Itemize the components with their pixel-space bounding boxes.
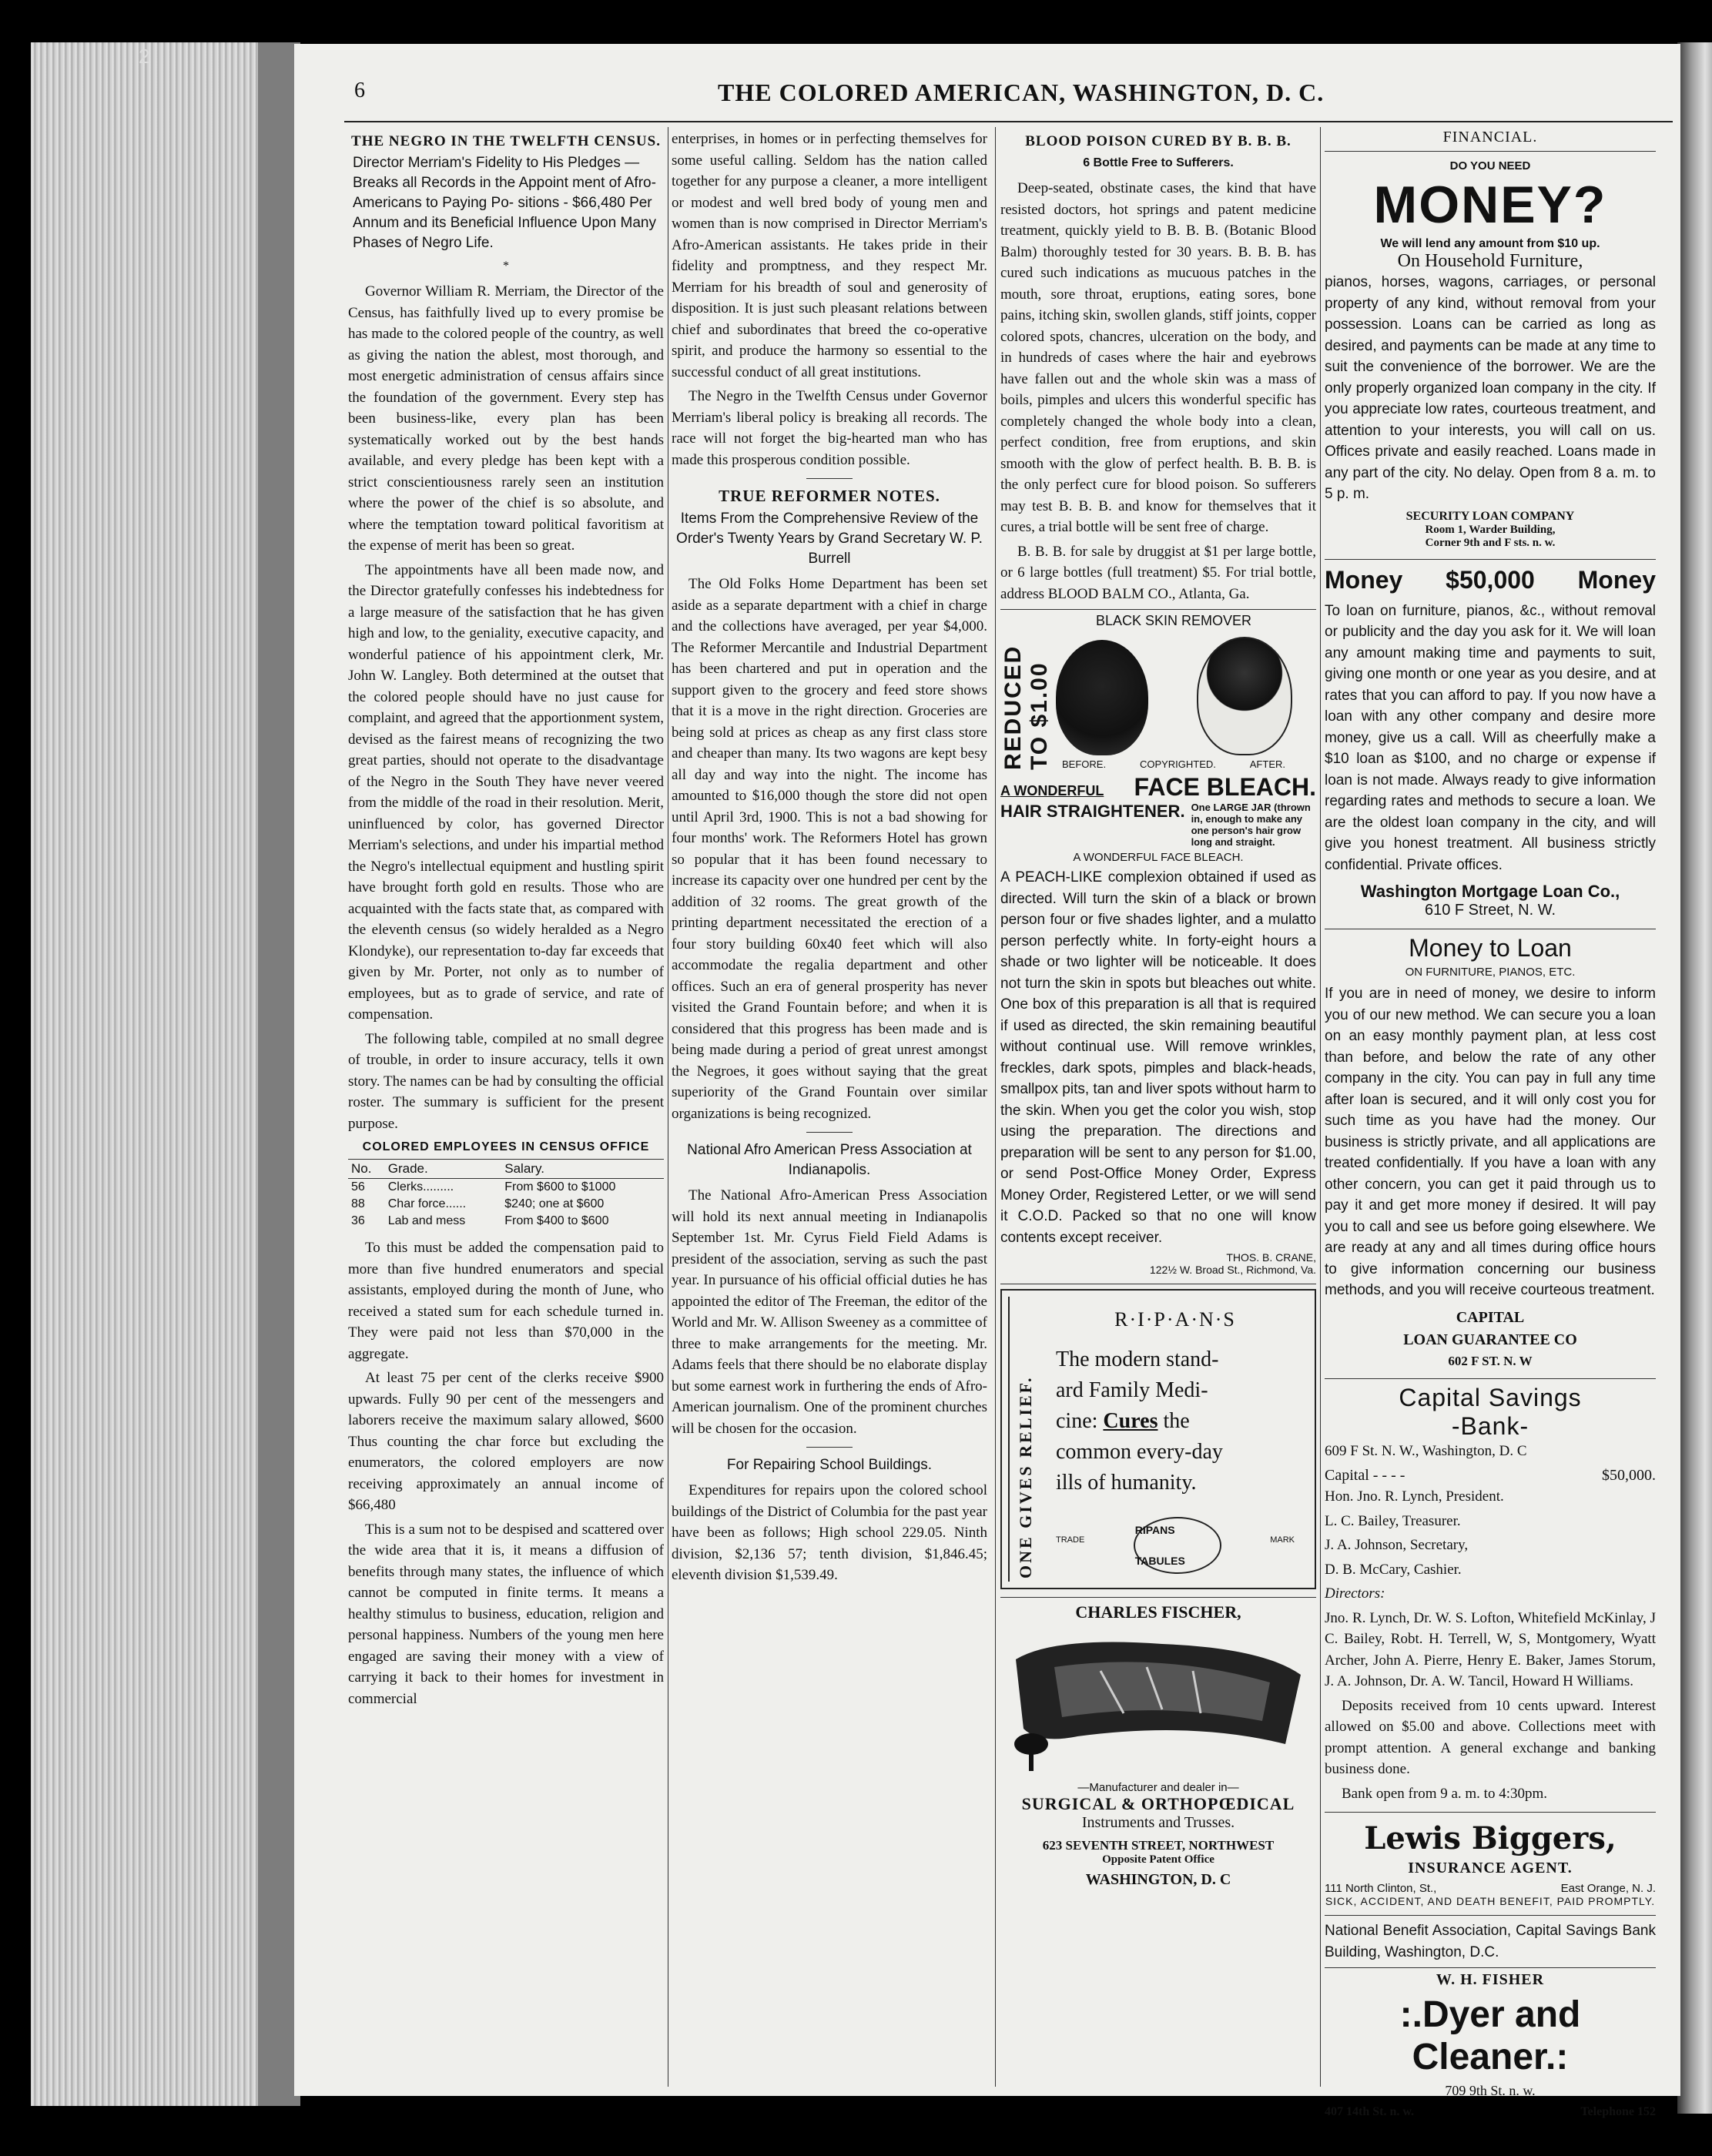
- dyer-ad: [1325, 1971, 1656, 2119]
- table-cell: From $400 to $600: [504, 1214, 609, 1227]
- agent-address: East Orange, N. J.: [1560, 1882, 1656, 1895]
- paragraph: The appointments have all been made now, and the Director gratefully confesses his indebtedness for a large measure of the satisfaction that he has given high and low, to the geniality, executive capacity, and wonderful patience of his appointment clerk, Mr. John W. Langley. Both determined at the outset that the colored people should have no just cause for complaint, and agreed that the apportionment system, devised as the fairest means of recognizing the two great parties, should not operate to the disadvantage of the Negro in the South They have never veered from the middle of the road in their resolution. Merit, uninfluenced by color, has governed Director Merriam's selections, and under his impartial method the Negro's intellectual equipment and hustling spirit have brought forth gold en results. Those who are acquainted with the facts state that, as compared with the eleventh census (so widely heralded as a Negro Klondyke), our representation to-day far exceeds that given by Mr. Porter, not only as to number of employees, but as to grade of service, and rate of compensation.: [348, 561, 664, 1023]
- table-cell: From $600 to $1000: [504, 1180, 616, 1194]
- agent-address: 111 North Clinton, St.,: [1325, 1882, 1437, 1895]
- paragraph: The Old Folks Home Department has been set aside as a separate department with a chief in charge and the collections have averaged, per year $4,000. The Reformer Mercantile and Industrial Department has been chartered and put in operation and the support given to the grocery and feed store shows that it is a move in the right direction. Groceries are being sold at prices as cheap as any first class store and cheaper than many. Its two wagons are kept besy all day and way into the night. The income has amounted to $16,000 though the store did not open until April 3rd, 1900. This is not a bad showing for four months' work. The Reformers Hotel has grown so popular that it has been found necessary to increase its capacity over one hundred per cent by the addition of 32 rooms. The great growth of the printing department necessitated the erection of a four story building 60x40 feet which will also accommodate the regalia department and other offices. Such an era of general prosperity has never visited the Grand Fountain before; and when it is considered that this progress has been made and is being made during a period of great unrest amongst the Negroes, it goes without saying that the great superiority of the Grand Fountain over similar organizations is being recognized.: [672, 576, 987, 1122]
- table-header: Salary.: [501, 1160, 664, 1179]
- paragraph: To this must be added the compensation paid to more than five hundred enumerators and special assistants, employed during the month of June, who received a stated sum for each schedule turned in. They were paid not less than $70,000 in the aggregate.: [348, 1240, 664, 1362]
- ad-text: A WONDERFUL: [1000, 783, 1104, 798]
- article-deck: Director Merriam's Fidelity to His Pledges —Breaks all Records in the Appoint ment of Afro-Americans to Paying Po- sitions - $66,480 Per Annum and its Beneficial Influence Upon Many Phases of Negro Life.: [353, 155, 656, 251]
- ad-side-text: ONE GIVES RELIEF.: [1008, 1297, 1042, 1582]
- paragraph: This is a sum not to be despised and scattered over the wide area that it is, it means a diffusion of benefits through many states, the influence of which cannot be computed in finite terms. It means a healthy stimulus to business, education, religion and personal happiness. Numbers of the young men here engaged are saving their money with a view of carrying it back to their homes for investment in commercial: [348, 1521, 664, 1707]
- article-title: For Repairing School Buildings.: [726, 1457, 933, 1473]
- divider: [806, 1447, 853, 1448]
- table-row: [348, 1179, 664, 1197]
- ad-headline: Money: [1577, 565, 1656, 594]
- after-portrait: [1197, 637, 1292, 755]
- bank-hours: Bank open from 9 a. m. to 4:30pm.: [1342, 1785, 1548, 1802]
- paragraph: Expenditures for repairs upon the colored school buildings of the District of Columbia for the past year have been as follows; High school 229.05. Ninth division, $2,136 57; tenth division, $1,846.45; eleventh division $1,539.49.: [672, 1482, 987, 1583]
- table-header: Grade.: [385, 1160, 502, 1179]
- agent-name: Lewis Biggers,: [1364, 1820, 1617, 1856]
- ad-headline-row: [1325, 566, 1656, 594]
- ad-line: On Household Furniture,: [1397, 251, 1583, 271]
- ad-body: pianos, horses, wagons, carriages, or personal property of any kind, without removal from your possession. Loans can be carried as long as desired, and payments can be made at any time to suit the convenience of the borrower. We are the only properly organized loan company in the city. If you appreciate low rates, courteous treatment, and attention to your interests, you will call on us. Offices private and easily reached. Loans made in any part of the city. No delay. Open from 8 a. m. to 5 p. m.: [1325, 274, 1656, 502]
- bank-officer: J. A. Johnson, Secretary,: [1325, 1537, 1469, 1553]
- company-name: SECURITY LOAN COMPANY: [1405, 509, 1575, 523]
- page-header: [294, 79, 1680, 123]
- company-name: LOAN GUARANTEE CO: [1403, 1331, 1577, 1348]
- ad-headline: Money: [1325, 565, 1403, 594]
- dyer-headline: :.Dyer and Cleaner.:: [1399, 1994, 1581, 2077]
- paragraph: enterprises, in homes or in perfecting themselves for some useful calling. Seldom has the nation called together for any purpose a cleaner, a more intelligent or modest and well bred body of young men and women than is now comprised in Director Merriam's Afro-American assistants. He takes pride in their fidelity and promptness, and they respect Mr. Merriam for his breadth of soul and generosity of disposition. It is just such pleasant relations between chief and subordinates that breed the co-operative spirit, and produce the harmony so essential to the successful conduct of all great institutions.: [672, 131, 987, 380]
- table-cell: Lab and mess: [387, 1214, 466, 1227]
- trade-label: TRADE: [1056, 1535, 1085, 1545]
- bank-directors-label: Directors:: [1325, 1585, 1385, 1602]
- table-cell: Clerks.........: [387, 1180, 454, 1194]
- ad-subtitle: A WONDERFUL FACE BLEACH.: [1073, 851, 1244, 864]
- before-label: BEFORE.: [1062, 758, 1107, 770]
- agent-title: INSURANCE AGENT.: [1408, 1860, 1573, 1876]
- bank-title: Capital Savings: [1399, 1383, 1582, 1411]
- ad-headline: MONEY?: [1373, 176, 1607, 234]
- ad-headline: Money to Loan: [1409, 934, 1572, 962]
- ad-address: Opposite Patent Office: [1102, 1853, 1214, 1866]
- ad-line: SURGICAL & ORTHOPŒDICAL: [1021, 1794, 1295, 1813]
- ad-line: cine:: [1056, 1409, 1098, 1433]
- table-cell: Char force......: [387, 1197, 467, 1210]
- paragraph: Governor William R. Merriam, the Director of the Census, has faithfully lived up to every promise be has made to the colored people of the country, as well as giving the nation the ablest, most thorough, and most energetic administration of census affairs since the foundation of the government. Every step has been business-like, every plan has been systematically worked out by the best hands available, and every pledge has been kept with a strict conscientiousness rarely seen an institution where the power of the chief is so absolute, and where the temptation toward political favoritism at the expense of merit has been so great.: [348, 283, 664, 554]
- ad-side-text: REDUCED TO $1.00: [1000, 644, 1052, 770]
- insurance-ad: [1325, 1820, 1656, 1907]
- paragraph: Deep-seated, obstinate cases, the kind that have resisted doctors, hot springs and patent medicine treatment, quickly yield to B. B. B. (Botanic Blood Balm) thoroughly tested for 30 years. B. B. B. has cured such indications as mucuous patches in the mouth, sore throat, eruptions, eating sores, bone pains, itching skin, swollen glands, stiff joints, copper colored spots, chancres, ulceration on the body, and in hundreds of cases where the hair and eyebrows have fallen out and the whole skin was a mass of boils, pimples and ulcers this wonderful specific has completely changed the whole body into a clean, perfect condition, free from eruptions, and skin smooth with the glow of perfect health. B. B. B. is the only perfect cure for blood poison. So sufferers may test B. B. B. and know for themselves that it cures, a trial bottle will be sent free of charge.: [1000, 180, 1316, 535]
- mark-label: MARK: [1270, 1535, 1295, 1545]
- ad-address: 122½ W. Broad St., Richmond, Va.: [1149, 1264, 1316, 1276]
- table-row: [348, 1213, 664, 1230]
- ad-title: CHARLES FISCHER,: [1075, 1602, 1241, 1622]
- after-label: AFTER.: [1249, 758, 1285, 770]
- ad-line: Instruments and Trusses.: [1081, 1814, 1235, 1831]
- divider: [806, 478, 853, 479]
- dyer-address: 407 14th St. n. w.: [1325, 2105, 1415, 2118]
- ad-line: DO YOU NEED: [1449, 159, 1531, 172]
- bank-ad: [1325, 1384, 1656, 1805]
- ad-body: If you are in need of money, we desire to inform you of our new method. We can secure you a loan on an easy monthly payment plan, at less cost than before, and below the rate of any other company in the city. You can pay in full any time after loan is secured, and it will only cost you for such time as you have had the money. Our business is strictly private, and all applications are treated confidentially. If you have a loan with any other concern, you can get it paid through us to pay it and get more money if desired. It will pay you to call and see us before going elsewhere. We are ready at any and all times during office hours to give information concerning our business methods, and you will receive courteous treatment.: [1325, 986, 1656, 1298]
- bank-officer: D. B. McCary, Cashier.: [1325, 1561, 1462, 1578]
- ad-line: common every-day: [1056, 1440, 1223, 1464]
- notice-text: National Benefit Association, Capital Savings Bank Building, Washington, D.C.: [1325, 1923, 1656, 1960]
- newspaper-page: [294, 44, 1680, 2118]
- face-bleach-ad: [1000, 610, 1316, 770]
- paragraph: At least 75 per cent of the clerks receive $900 upwards. Fully 90 per cent of the messengers and laborers receive the maximum salary allowed, $600 Thus counting the char force but excluding the enumerators, the colored employers are now receiving approximately an annual income of $66,480: [348, 1370, 664, 1513]
- ripans-seal: RIPANS TABULES: [1134, 1517, 1221, 1574]
- table-cell: 56: [351, 1180, 365, 1194]
- column-rule: [1320, 127, 1321, 2087]
- bank-capital-label: Capital - - - -: [1325, 1467, 1405, 1484]
- ad-line: the: [1163, 1409, 1190, 1433]
- column-rule: [995, 127, 996, 2087]
- ad-line: We will lend any amount from $10 up.: [1380, 237, 1600, 250]
- bank-officer: L. C. Bailey, Treasurer.: [1325, 1512, 1461, 1529]
- ad-address: THOS. B. CRANE,: [1226, 1251, 1316, 1264]
- dyer-name: W. H. FISHER: [1436, 1971, 1545, 1988]
- company-address: 610 F Street, N. W.: [1424, 902, 1556, 919]
- ad-body: A PEACH-LIKE complexion obtained if used as directed. Will turn the skin of a black or brown person four or five shades lighter, and a mulatto person perfectly white. In forty-eight hours a shade or two lighter will be noticeable. It does not turn the skin in spots but bleaches out white. One box of this preparation is all that is required if used as directed, the skin remaining beautiful without continual use. Will remove wrinkles, freckles, dark spots, pimples and black-heads, smallpox pits, tan and liver spots without harm to the skin. When you get the color you wish, stop using the preparation. The directions and preparation will be sent to any person for $1.00, or send Post-Office Money Order, Express Money Order, Registered Letter, or we will send it C.O.D. Packed so that no one will know contents except receiver.: [1000, 869, 1316, 1246]
- article-title: National Afro American Press Association at Indianapolis.: [687, 1142, 972, 1178]
- copyright-label: COPYRIGHTED.: [1139, 758, 1216, 770]
- table-row: [348, 1196, 664, 1213]
- ad-headline: HAIR STRAIGHTENER.: [1000, 802, 1185, 821]
- company-name: Washington Mortgage Loan Co.,: [1360, 882, 1620, 901]
- ad-address: 623 SEVENTH STREET, NORTHWEST: [1042, 1838, 1275, 1853]
- table-cell: 88: [351, 1197, 365, 1210]
- paragraph: The National Afro-American Press Association will hold its next annual meeting in Indianapolis September 1st. Mr. Cyrus Field Field Adams is president of the association, serving as such the past year. In pursuance of his official official duties he has appointed the editor of The Freeman, the editor of the World and Mr. W. Allison Sweeney as a committee of three to make arrangements for the meeting. Mr. Adams feels that there should be no elaborate display but some earnest work in furthering the ends of Afro-American journalism. One of the prominent churches will be chosen for the occasion.: [672, 1187, 987, 1437]
- section-title: FINANCIAL.: [1442, 129, 1538, 146]
- company-address: Room 1, Warder Building,: [1425, 523, 1556, 536]
- ad-title: BLOOD POISON CURED BY B. B. B.: [1025, 133, 1292, 149]
- bank-officer: Hon. Jno. R. Lynch, President.: [1325, 1488, 1504, 1505]
- ad-headline: FACE BLEACH.: [1134, 773, 1316, 801]
- ad-line: The modern stand-: [1056, 1348, 1219, 1371]
- ad-top-text: BLACK SKIN REMOVER: [1095, 613, 1252, 628]
- ad-line: ard Family Medi-: [1056, 1378, 1208, 1402]
- article-title: THE NEGRO IN THE TWELFTH CENSUS.: [351, 133, 661, 149]
- dyer-telephone: Telephone 152: [1580, 2105, 1656, 2118]
- bank-directors: Jno. R. Lynch, Dr. W. S. Lofton, Whitefield McKinlay, J C. Bailey, Robt. H. Terrell, W, S, Montgomery, Wyatt Archer, John A. Pierre, Henry E. Baker, James Storum, J. A. Johnson, Dr. A. W. Tancil, Howard H Williams.: [1325, 1609, 1656, 1689]
- ad-text: One LARGE JAR (thrown in, enough to make any one person's hair grow long and straight.: [1191, 802, 1311, 848]
- ad-line: —Manufacturer and dealer in—: [1077, 1781, 1239, 1794]
- ad-address: WASHINGTON, D. C: [1085, 1871, 1231, 1888]
- bank-address: 609 F St. N. W., Washington, D. C: [1325, 1442, 1527, 1459]
- book-right-edge: [1677, 42, 1712, 2114]
- ripans-ad: [1000, 1289, 1316, 1589]
- table-cell: $240; one at $600: [504, 1197, 605, 1210]
- corner-mark: 2: [139, 45, 150, 68]
- bank-title: -Bank-: [1451, 1411, 1529, 1440]
- table-title: COLORED EMPLOYEES IN CENSUS OFFICE: [362, 1140, 650, 1153]
- column-1: [348, 129, 664, 1712]
- ad-headline: $50,000: [1446, 565, 1535, 594]
- bank-capital-value: $50,000.: [1602, 1467, 1656, 1484]
- agent-text: SICK, ACCIDENT, AND DEATH BENEFIT, PAID PROMPTLY.: [1325, 1895, 1656, 1907]
- truss-illustration: [1008, 1629, 1308, 1775]
- ad-title: R·I·P·A·N·S: [1114, 1308, 1236, 1331]
- ad-subtitle: ON FURNITURE, PIANOS, ETC.: [1405, 966, 1576, 979]
- column-3: [1000, 129, 1316, 1889]
- company-address: Corner 9th and F sts. n. w.: [1425, 536, 1556, 549]
- column-2: [672, 129, 987, 1589]
- book-page-stack: [31, 42, 297, 2106]
- paragraph: The Negro in the Twelfth Census under Governor Merriam's liberal policy is breaking all records. The race will not forget the big-hearted man who has made this prosperous condition possible.: [672, 388, 987, 468]
- paragraph: B. B. B. for sale by druggist at $1 per large bottle, or 6 large bottles (full treatment) $5. For trial bottle, address BLOOD BALM CO., Atlanta, Ga.: [1000, 543, 1316, 602]
- ad-subtitle: 6 Bottle Free to Sufferers.: [1083, 156, 1234, 169]
- company-name: CAPITAL: [1456, 1308, 1525, 1326]
- before-portrait: [1056, 640, 1148, 755]
- table-cell: 36: [351, 1214, 365, 1227]
- ad-body: To loan on furniture, pianos, &c., without removal or publicity and the day you ask for it. We will loan any amount making time and payments to suit, giving one month or one year as you desire, and at rates that you can afford to pay. If you now have a loan with any other company and desire more money, give us a call. Will as cheerfully make a $10 loan as $100, and no charge or expense if loan is not made. Always ready to give information regarding rates and methods to secure a loan. We are the oldest loan company in the city, and will give you honest treatment. All business strictly confidential. Private offices.: [1325, 602, 1656, 873]
- salary-table: [348, 1159, 664, 1230]
- bank-deposits: Deposits received from 10 cents upward. Interest allowed on $5.00 and above. Collections meet with prompt attention. A general exchange and banking business done.: [1325, 1697, 1656, 1777]
- article-deck: Items From the Comprehensive Review of the Order's Twenty Years by Grand Secretary W. P. Burrell: [676, 511, 983, 567]
- ad-line: Cures: [1103, 1409, 1158, 1433]
- ad-line: ills of humanity.: [1056, 1471, 1197, 1495]
- table-header: No.: [348, 1160, 385, 1179]
- fischer-ad: [1000, 1602, 1316, 1889]
- article-title: TRUE REFORMER NOTES.: [719, 487, 940, 505]
- divider-star: *: [503, 259, 509, 273]
- column-4: [1325, 129, 1656, 2119]
- paragraph: The following table, compiled at no small degree of trouble, in order to insure accuracy, tells it own story. The names can be had by consulting the official roster. The summary is sufficient for the present purpose.: [348, 1030, 664, 1132]
- page-number: 6: [354, 79, 365, 102]
- company-address: 602 F ST. N. W: [1448, 1353, 1533, 1368]
- dyer-address: 709 9th St. n. w.: [1445, 2083, 1536, 2098]
- masthead: THE COLORED AMERICAN, WASHINGTON, D. C.: [718, 79, 1325, 106]
- header-rule: [344, 121, 1673, 122]
- before-after-illustration: [1031, 632, 1316, 755]
- divider: [806, 1132, 853, 1133]
